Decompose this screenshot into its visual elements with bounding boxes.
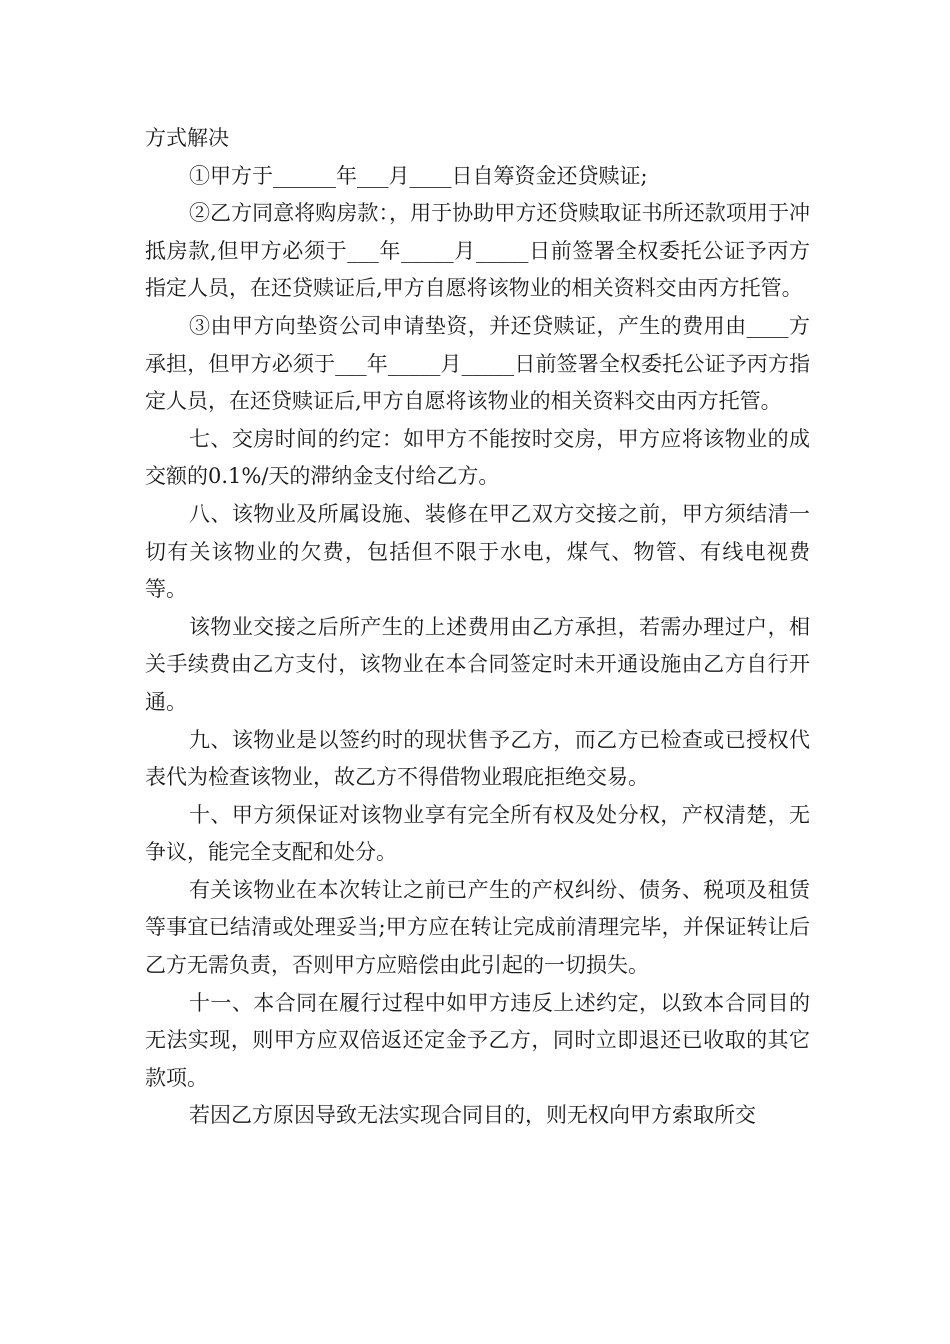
paragraph-continuation: 方式解决: [145, 126, 229, 150]
paragraph-clause-8-continued: 该物业交接之后所产生的上述费用由乙方承担，若需办理过户，相关手续费由乙方支付，该物业在本合同签定时未开通设施由乙方自行开通。: [145, 614, 810, 714]
paragraph-option-2: ②乙方同意将购房款：，用于协助甲方还贷赎取证书所还款项用于冲抵房款,但甲方必须于___年_____月_____日前签署全权委托公证予丙方指定人员，在还贷赎证后,甲方自愿将该物业的相关资料交由丙方托管。: [145, 201, 810, 301]
paragraph-clause-10-continued: 有关该物业在本次转让之前已产生的产权纠纷、债务、税项及租赁等事宜已结清或处理妥当;甲方应在转让完成前清理完毕，并保证转让后乙方无需负责，否则甲方应赔偿由此引起的一切损失。: [145, 877, 810, 978]
paragraph-clause-7: 七、交房时间的约定：如甲方不能按时交房，甲方应将该物业的成交额的0.1%/天的滞纳金支付给乙方。: [145, 426, 810, 489]
paragraph-option-1: ①甲方于______年___月____日自筹资金还贷赎证;: [189, 163, 648, 188]
paragraph-clause-11: 十一、本合同在履行过程中如甲方违反上述约定，以致本合同目的无法实现，则甲方应双倍返还定金予乙方，同时立即退还已收取的其它款项。: [145, 990, 810, 1090]
paragraph-clause-11-continued: 若因乙方原因导致无法实现合同目的，则无权向甲方索取所交: [189, 1103, 756, 1128]
paragraph-clause-8: 八、该物业及所属设施、装修在甲乙双方交接之前，甲方须结清一切有关该物业的欠费，包括但不限于水电，煤气、物管、有线电视费等。: [145, 501, 810, 602]
paragraph-clause-10: 十、甲方须保证对该物业享有完全所有权及处分权，产权清楚，无争议，能完全支配和处分。: [145, 802, 810, 865]
document-body: [145, 120, 810, 1135]
paragraph-clause-9: 九、该物业是以签约时的现状售予乙方，而乙方已检查或已授权代表代为检查该物业，故乙方不得借物业瑕庇拒绝交易。: [145, 727, 810, 790]
paragraph-option-3: ③由甲方向垫资公司申请垫资，并还贷赎证，产生的费用由____方承担，但甲方必须于___年_____月_____日前签署全权委托公证予丙方指定人员，在还贷赎证后,甲方自愿将该物业的相关资料交由丙方托管。: [145, 313, 810, 414]
